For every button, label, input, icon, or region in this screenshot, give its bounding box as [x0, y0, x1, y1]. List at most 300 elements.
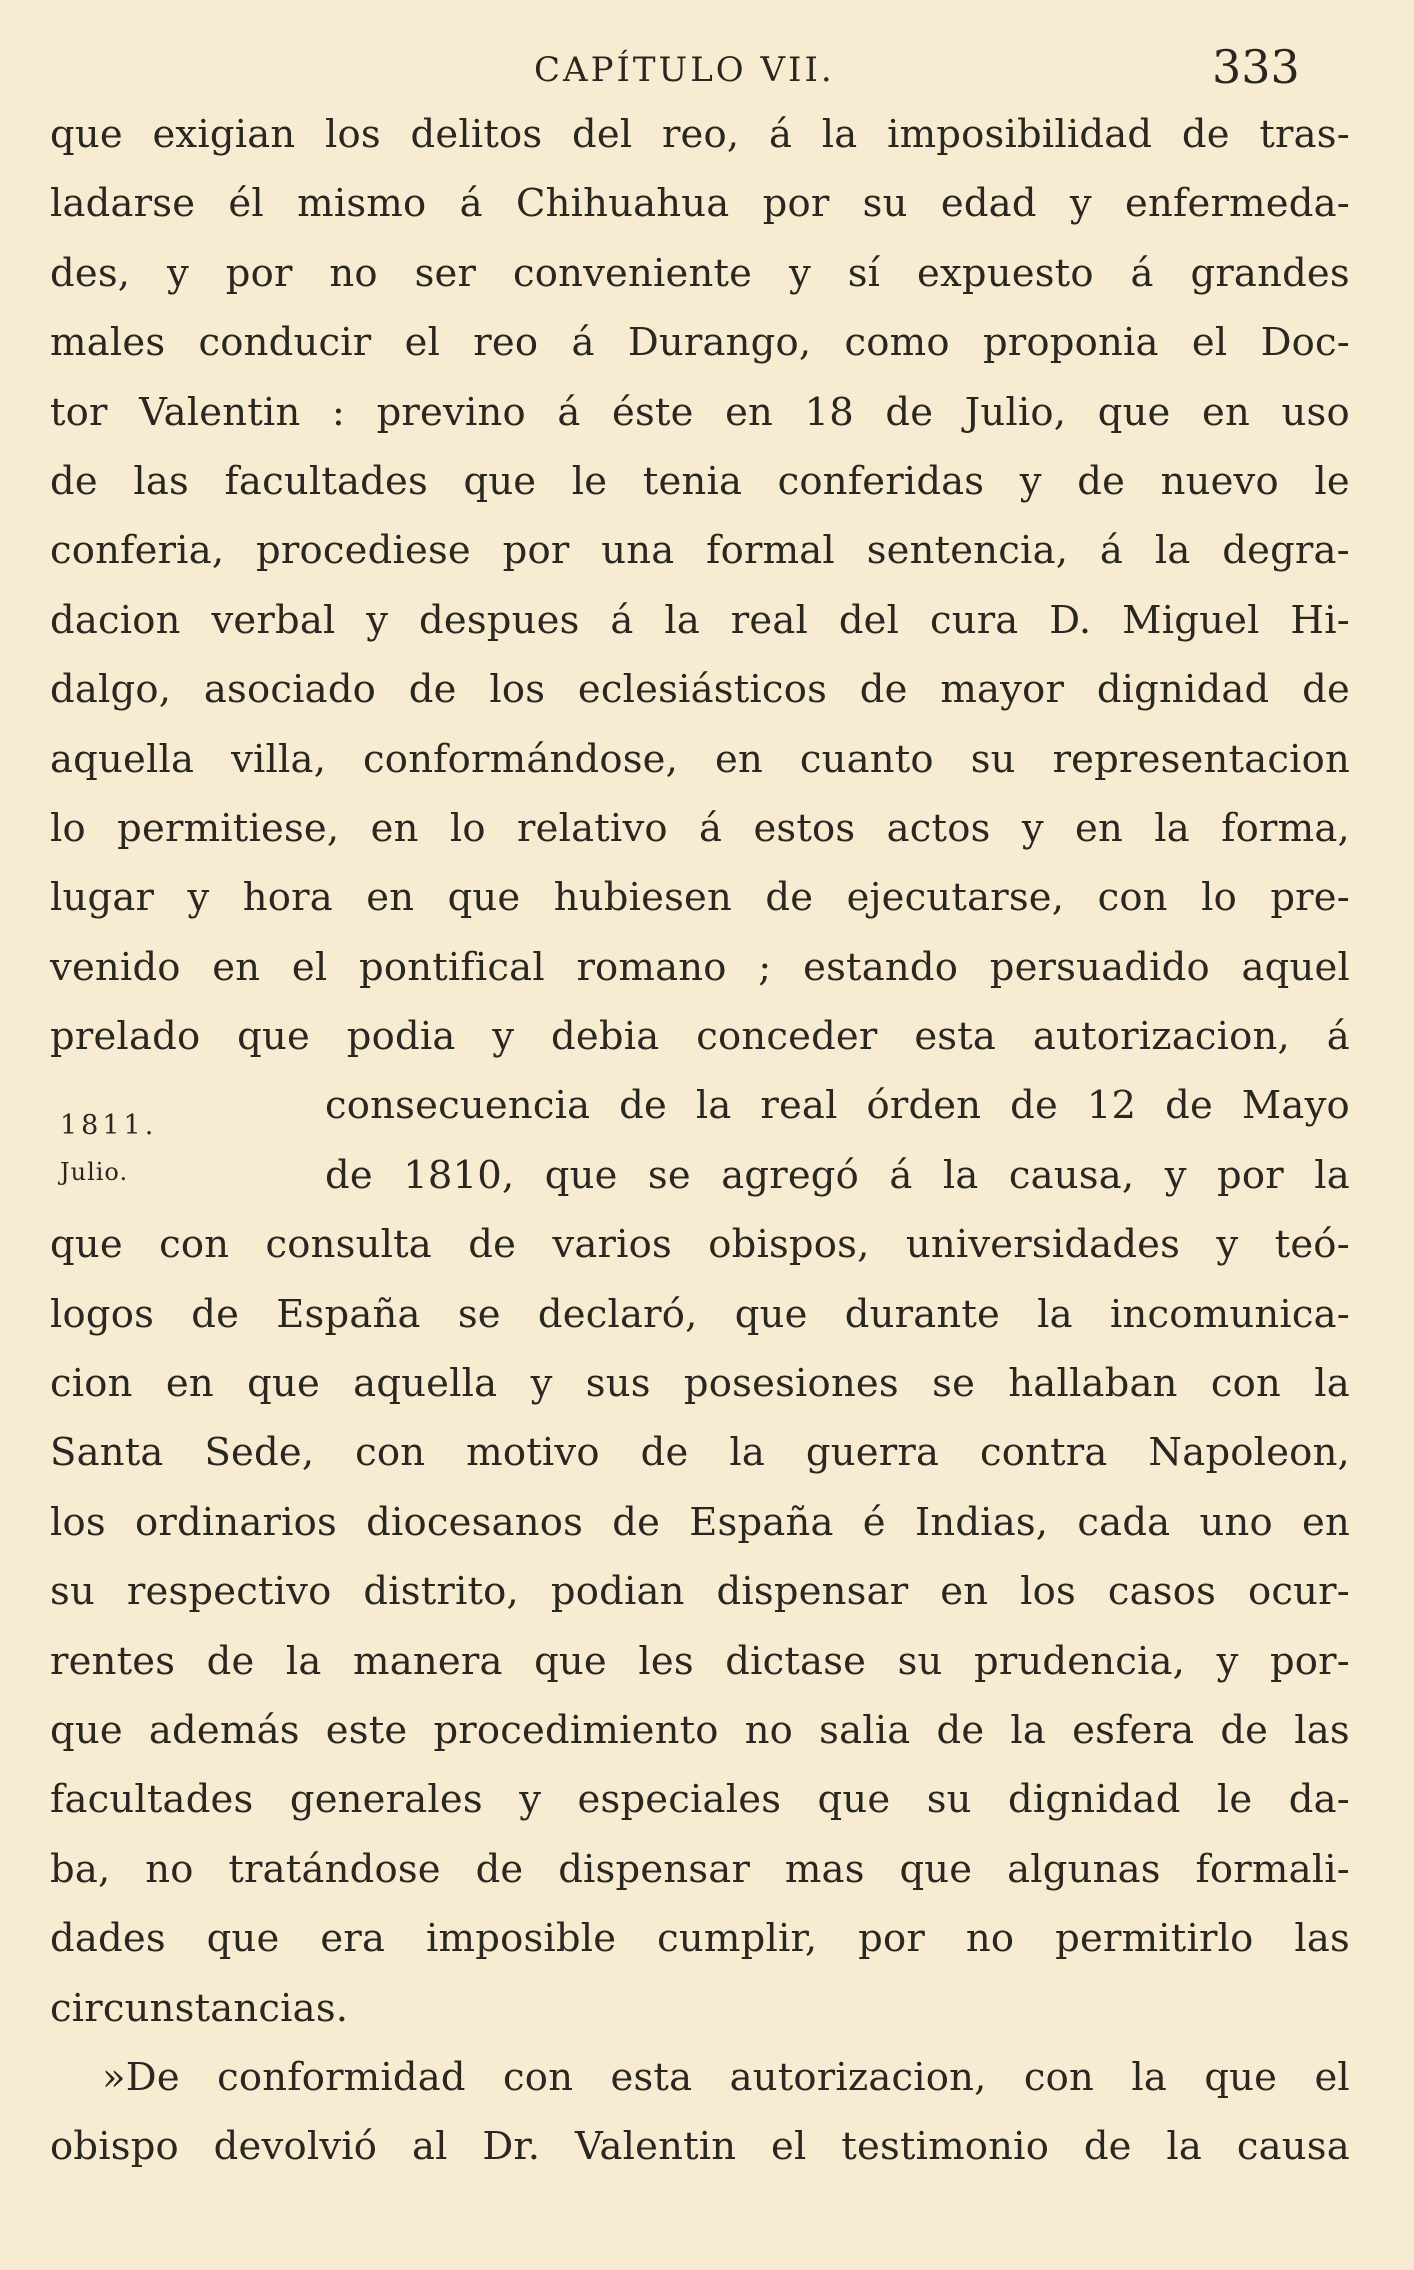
word: causa: [1236, 2124, 1350, 2170]
word: expuesto: [916, 250, 1094, 296]
word: despues: [419, 597, 580, 643]
text-line: [50, 169, 1350, 238]
word: uso: [1281, 389, 1350, 435]
word: mas: [784, 1846, 865, 1892]
word: por-: [1269, 1638, 1350, 1684]
word: formali-: [1195, 1846, 1350, 1892]
word: y: [530, 1361, 553, 1407]
word: el: [291, 944, 328, 990]
word: y: [167, 250, 189, 296]
word: que: [534, 1638, 607, 1684]
word: dictase: [725, 1638, 867, 1684]
word: sentencia,: [866, 528, 1069, 574]
word: se: [647, 1152, 691, 1198]
word: y: [366, 597, 389, 643]
word: no: [744, 1707, 794, 1753]
word: los: [1020, 1569, 1076, 1615]
word: este: [325, 1707, 408, 1753]
word: que: [50, 1707, 123, 1753]
word: estando: [803, 944, 959, 990]
word: de: [475, 1846, 524, 1892]
text-line: [50, 1141, 1350, 1210]
word: que: [734, 1291, 808, 1337]
word: la: [1154, 805, 1190, 851]
word: con: [1210, 1361, 1281, 1407]
word: teó-: [1274, 1222, 1350, 1268]
word: de: [1220, 1707, 1269, 1753]
word: asociado: [203, 667, 377, 713]
word: autorizacion,: [729, 2054, 987, 2100]
word: devolvió: [213, 2124, 378, 2170]
word: el: [1314, 2054, 1350, 2100]
word: la: [1314, 1152, 1350, 1198]
word: que: [817, 1777, 891, 1823]
word: á: [459, 181, 483, 227]
word: de: [885, 389, 934, 435]
word: lo: [449, 805, 486, 851]
word: en: [212, 944, 261, 990]
word: procedimiento: [433, 1707, 719, 1753]
word: distrito,: [363, 1569, 519, 1615]
word: cuanto: [799, 736, 934, 782]
word: que: [544, 1152, 618, 1198]
text-line: [50, 1071, 1350, 1140]
word: era: [320, 1916, 386, 1962]
word: respectivo: [126, 1569, 332, 1615]
word: que: [1097, 389, 1171, 435]
text-line: [50, 1627, 1350, 1696]
word: procediese: [256, 528, 471, 574]
text-line: [50, 1002, 1350, 1071]
word: y: [519, 1777, 542, 1823]
word: circunstancias.: [50, 1985, 349, 2031]
word: el: [771, 2124, 807, 2170]
word: edad: [940, 181, 1037, 227]
word: prudencia,: [973, 1638, 1186, 1684]
word: los: [489, 667, 546, 713]
word: 18: [804, 389, 854, 435]
word: podia: [346, 1014, 456, 1060]
word: que: [247, 1361, 320, 1407]
word: tratándose: [228, 1846, 441, 1892]
word: en: [1075, 805, 1124, 851]
word: tor: [50, 389, 108, 435]
word: que: [899, 1846, 973, 1892]
word: en: [1202, 389, 1251, 435]
text-line: [50, 1488, 1350, 1557]
word: una: [601, 528, 675, 574]
word: en: [725, 389, 774, 435]
text-line: [50, 1418, 1350, 1487]
word: motivo: [466, 1430, 600, 1476]
word: aquella: [50, 736, 195, 782]
word: :: [331, 389, 346, 435]
text-line: [50, 725, 1350, 794]
word: la: [285, 1638, 322, 1684]
word: guerra: [805, 1430, 940, 1476]
word: imposibilidad: [887, 112, 1153, 157]
word: dispensar: [716, 1569, 909, 1615]
word: ocur-: [1248, 1569, 1350, 1615]
word: conformándose,: [363, 736, 679, 782]
text-line: [50, 1349, 1350, 1418]
word: Julio,: [964, 389, 1067, 435]
body-text: [50, 100, 1350, 2182]
word: por: [502, 528, 570, 574]
word: cada: [1077, 1499, 1171, 1545]
word: especiales: [577, 1777, 782, 1823]
text-line: [50, 1210, 1350, 1279]
word: á: [1326, 1014, 1350, 1060]
word: la: [664, 597, 700, 643]
word: prelado: [50, 1014, 201, 1060]
word: manera: [353, 1638, 503, 1684]
word: sí: [847, 250, 881, 296]
word: contra: [979, 1430, 1108, 1476]
word: la: [695, 1083, 732, 1129]
word: á: [610, 597, 634, 643]
word: Valentin: [139, 389, 301, 435]
word: eclesiásticos: [577, 667, 828, 713]
word: al: [411, 2124, 448, 2170]
word: testimonio: [841, 2124, 1050, 2170]
word: ba,: [50, 1846, 111, 1892]
word: Doc-: [1260, 320, 1350, 366]
word: nuevo: [1160, 458, 1279, 504]
word: reo: [473, 320, 539, 366]
word: rentes: [50, 1638, 176, 1684]
text-line: [50, 863, 1350, 932]
word: imposible: [426, 1916, 617, 1962]
word: ;: [758, 944, 772, 990]
word: podian: [550, 1569, 685, 1615]
word: su: [897, 1638, 943, 1684]
word: dades: [50, 1916, 166, 1962]
word: y: [492, 1014, 515, 1060]
text-line: [50, 100, 1350, 169]
word: á: [557, 389, 581, 435]
word: la: [1166, 2124, 1203, 2170]
word: á: [571, 320, 595, 366]
word: de: [206, 1638, 255, 1684]
word: debia: [551, 1014, 660, 1060]
word: grandes: [1190, 250, 1350, 296]
word: su: [926, 1777, 972, 1823]
word: le: [571, 458, 608, 504]
word: D.: [1049, 597, 1092, 643]
word: de: [1083, 2124, 1132, 2170]
word: exigian: [152, 112, 296, 157]
word: mayor: [940, 667, 1065, 713]
word: dalgo,: [50, 667, 172, 713]
word: á: [1130, 250, 1154, 296]
word: el: [1191, 320, 1228, 366]
word: la: [1037, 1291, 1073, 1337]
word: con: [159, 1222, 230, 1268]
word: permitiese,: [117, 805, 340, 851]
word: por: [225, 250, 293, 296]
word: 12: [1086, 1083, 1137, 1129]
word: hubiesen: [553, 875, 733, 921]
word: conceder: [696, 1014, 878, 1060]
word: actos: [886, 805, 991, 851]
word: Sede,: [204, 1430, 315, 1476]
word: tras-: [1259, 112, 1350, 157]
word: Valentin: [575, 2124, 737, 2170]
word: pre-: [1270, 875, 1350, 921]
word: le: [1314, 458, 1350, 504]
word: cumplir,: [657, 1916, 818, 1962]
word: los: [50, 1499, 106, 1545]
text-line: [50, 1974, 1350, 2043]
word: que: [50, 112, 123, 157]
word: de: [1077, 458, 1126, 504]
word: las: [1294, 1707, 1350, 1753]
word: Santa: [50, 1430, 164, 1476]
word: que: [463, 458, 537, 504]
word: Durango,: [627, 320, 812, 366]
word: esta: [610, 2054, 693, 2100]
word: su: [970, 736, 1016, 782]
word: como: [844, 320, 950, 366]
word: su: [50, 1569, 95, 1615]
word: hora: [242, 875, 333, 921]
word: dacion: [50, 597, 181, 643]
word: varios: [552, 1222, 672, 1268]
word: de: [325, 1152, 373, 1198]
word: Indias,: [914, 1499, 1049, 1545]
word: y: [1021, 805, 1044, 851]
word: de: [1302, 667, 1350, 713]
word: forma,: [1221, 805, 1350, 851]
word: 1810,: [403, 1152, 515, 1198]
word: por: [762, 181, 830, 227]
word: lo: [50, 805, 86, 851]
word: en: [1302, 1499, 1350, 1545]
word: á: [1099, 528, 1124, 574]
word: y: [1164, 1152, 1187, 1198]
word: Chihuahua: [515, 181, 730, 227]
word: males: [50, 320, 166, 366]
page-number: 333: [1212, 40, 1300, 94]
word: que: [447, 875, 521, 921]
word: previno: [376, 389, 526, 435]
word: de: [936, 1707, 985, 1753]
word: de: [859, 667, 908, 713]
word: y: [788, 250, 811, 296]
word: esfera: [1072, 1707, 1195, 1753]
word: la: [1154, 528, 1191, 574]
word: y: [1019, 458, 1042, 504]
word: facultades: [224, 458, 428, 504]
word: da-: [1288, 1777, 1350, 1823]
word: posesiones: [683, 1361, 899, 1407]
word: á: [889, 1152, 913, 1198]
word: se: [457, 1291, 501, 1337]
text-line: [50, 586, 1350, 655]
word: casos: [1107, 1569, 1217, 1615]
text-line: [50, 1557, 1350, 1626]
word: real: [730, 597, 809, 643]
word: persuadido: [989, 944, 1210, 990]
word: conveniente: [512, 250, 753, 296]
word: no: [145, 1846, 194, 1892]
word: real: [760, 1083, 838, 1129]
word: lo: [1201, 875, 1237, 921]
text-line: [50, 516, 1350, 585]
word: España: [276, 1291, 421, 1337]
word: obispos,: [708, 1222, 870, 1268]
word: de: [765, 875, 814, 921]
word: órden: [866, 1083, 982, 1129]
word: agregó: [721, 1152, 860, 1198]
word: en: [370, 805, 419, 851]
word: permitirlo: [1055, 1916, 1254, 1962]
word: la: [1010, 1707, 1047, 1753]
word: Dr.: [482, 2124, 541, 2170]
word: de: [408, 667, 457, 713]
text-line: [50, 308, 1350, 377]
word: Napoleon,: [1148, 1430, 1350, 1476]
text-line: [50, 1696, 1350, 1765]
word: los: [325, 112, 381, 157]
text-line: [50, 447, 1350, 516]
word: pontifical: [359, 944, 545, 990]
word: de: [1165, 1083, 1213, 1129]
text-line: [50, 2112, 1350, 2181]
word: que: [206, 1916, 280, 1962]
word: lugar: [50, 875, 155, 921]
word: conducir: [198, 320, 372, 366]
word: declaró,: [537, 1291, 698, 1337]
word: esta: [914, 1014, 997, 1060]
word: Mayo: [1241, 1083, 1350, 1129]
word: España: [689, 1499, 834, 1545]
word: con: [1097, 875, 1168, 921]
word: venido: [50, 944, 181, 990]
word: éste: [611, 389, 694, 435]
word: en: [366, 875, 415, 921]
word: »De: [102, 2054, 180, 2100]
word: de: [50, 458, 98, 504]
word: de: [640, 1430, 689, 1476]
word: por: [1217, 1152, 1284, 1198]
word: y: [1069, 181, 1092, 227]
word: conferidas: [777, 458, 985, 504]
word: é: [862, 1499, 886, 1545]
word: con: [355, 1430, 426, 1476]
word: sus: [585, 1361, 651, 1407]
word: aquella: [353, 1361, 498, 1407]
text-line: [50, 1280, 1350, 1349]
word: de: [468, 1222, 517, 1268]
word: ejecutarse,: [846, 875, 1065, 921]
word: él: [228, 181, 264, 227]
word: y: [1216, 1638, 1239, 1684]
word: durante: [844, 1291, 1000, 1337]
word: universidades: [905, 1222, 1181, 1268]
word: villa,: [231, 736, 327, 782]
word: enfermeda-: [1125, 181, 1350, 227]
word: hallaban: [1008, 1361, 1178, 1407]
word: generales: [289, 1777, 483, 1823]
word: Miguel: [1122, 597, 1260, 643]
word: no: [329, 250, 378, 296]
word: tenia: [642, 458, 743, 504]
word: causa,: [1008, 1152, 1135, 1198]
word: le: [1216, 1777, 1253, 1823]
word: algunas: [1007, 1846, 1161, 1892]
word: ser: [414, 250, 477, 296]
word: además: [148, 1707, 300, 1753]
word: de: [1181, 112, 1230, 157]
word: y: [187, 875, 210, 921]
word: el: [404, 320, 441, 366]
running-header: [0, 40, 1414, 100]
word: ordinarios: [135, 1499, 337, 1545]
word: y: [1216, 1222, 1239, 1268]
word: de: [191, 1291, 240, 1337]
word: del: [838, 597, 900, 643]
word: cion: [50, 1361, 133, 1407]
word: la: [1131, 2054, 1168, 2100]
text-line: [50, 1765, 1350, 1834]
word: dignidad: [1096, 667, 1270, 713]
word: salia: [819, 1707, 911, 1753]
text-line: [50, 933, 1350, 1002]
word: estos: [753, 805, 856, 851]
word: degra-: [1222, 528, 1350, 574]
word: incomunica-: [1109, 1291, 1350, 1337]
word: consecuencia: [325, 1083, 591, 1129]
word: de: [1010, 1083, 1058, 1129]
word: aquel: [1241, 944, 1350, 990]
word: por: [858, 1916, 926, 1962]
word: su: [862, 181, 908, 227]
text-line: [50, 378, 1350, 447]
margin-month: Julio.: [60, 1158, 129, 1186]
word: no: [965, 1916, 1015, 1962]
text-line: [50, 655, 1350, 724]
word: reo,: [661, 112, 740, 157]
word: autorizacion,: [1032, 1014, 1290, 1060]
word: delitos: [410, 112, 543, 157]
word: relativo: [517, 805, 668, 851]
word: les: [638, 1638, 694, 1684]
word: del: [571, 112, 633, 157]
margin-year: 1811.: [60, 1110, 158, 1141]
word: que: [237, 1014, 310, 1060]
word: dispensar: [558, 1846, 751, 1892]
word: consulta: [265, 1222, 432, 1268]
text-line: [50, 794, 1350, 863]
word: cura: [929, 597, 1019, 643]
word: á: [699, 805, 723, 851]
word: la: [1314, 1361, 1350, 1407]
word: ladarse: [50, 181, 196, 227]
word: de: [612, 1499, 661, 1545]
word: las: [1294, 1916, 1350, 1962]
word: logos: [50, 1291, 155, 1337]
word: conformidad: [217, 2054, 466, 2100]
text-line: [50, 1904, 1350, 1973]
word: proponia: [982, 320, 1159, 366]
word: que: [50, 1222, 123, 1268]
chapter-title: CAPÍTULO VII.: [534, 50, 835, 90]
word: facultades: [50, 1777, 254, 1823]
word: la: [729, 1430, 766, 1476]
word: dignidad: [1008, 1777, 1181, 1823]
